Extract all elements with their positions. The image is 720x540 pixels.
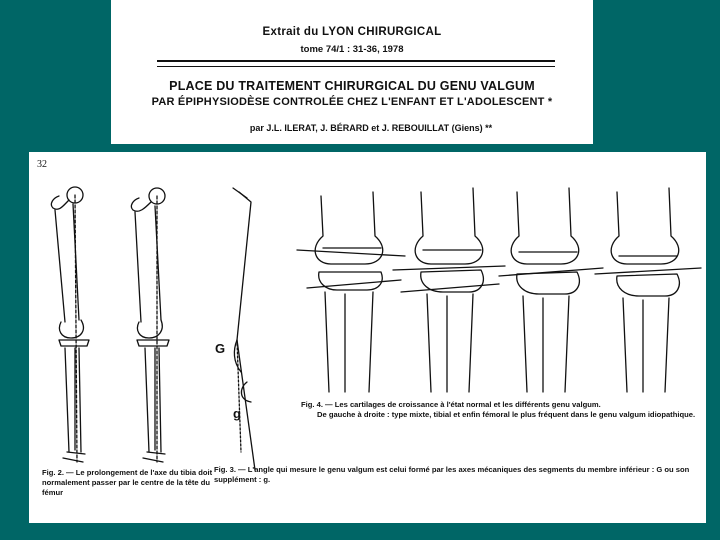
- header-rule-thin: [157, 66, 555, 67]
- article-title-line-2: PAR ÉPIPHYSIODÈSE CONTROLÉE CHEZ L'ENFANT ET L'ADOLESCENT *: [151, 96, 553, 108]
- figure-4-caption-line-1: Fig. 4. — Les cartilages de croissance à l'état normal et les différents genu valgum.: [301, 400, 601, 409]
- article-title-line-1: PLACE DU TRAITEMENT CHIRURGICAL DU GENU VALGUM: [169, 79, 535, 93]
- fig3-axes-diagram: [233, 188, 255, 470]
- page-number: 32: [37, 159, 47, 170]
- figure-4-caption-line-2: De gauche à droite : type mixte, tibial et enfin fémoral le plus fréquent dans le genu valgum idiopathique.: [317, 410, 696, 419]
- scanned-page: [29, 152, 706, 523]
- header-rule-thick: [157, 60, 555, 62]
- figure-4-caption: [301, 400, 703, 420]
- angle-label-g: g: [233, 406, 241, 421]
- fig2-leg-skeleton: [51, 187, 89, 462]
- figure-2-caption: Fig. 2. — Le prolongement de l'axe du tibia doit normalement passer par le centre de la tête du fémur: [42, 468, 213, 497]
- fig4-knee-3: [499, 188, 603, 392]
- volume-line: tome 74/1 : 31-36, 1978: [300, 44, 404, 55]
- figure-3-caption: Fig. 3. — L'angle qui mesure le genu valgum est celui formé par les axes mécaniques des segments du membre inférieur : G ou son supplément : g.: [214, 465, 690, 484]
- fig4-knee-2: [393, 188, 505, 392]
- fig4-knee-4: [595, 188, 701, 392]
- angle-label-G: G: [215, 341, 226, 356]
- article-header-card: [111, 0, 593, 144]
- fig3-leg-skeleton: [131, 188, 169, 462]
- source-line: Extrait du LYON CHIRURGICAL: [262, 26, 442, 38]
- fig4-knee-1: [297, 192, 405, 392]
- authors-line: par J.L. ILERAT, J. BÉRARD et J. REBOUILLAT (Giens) **: [249, 123, 493, 133]
